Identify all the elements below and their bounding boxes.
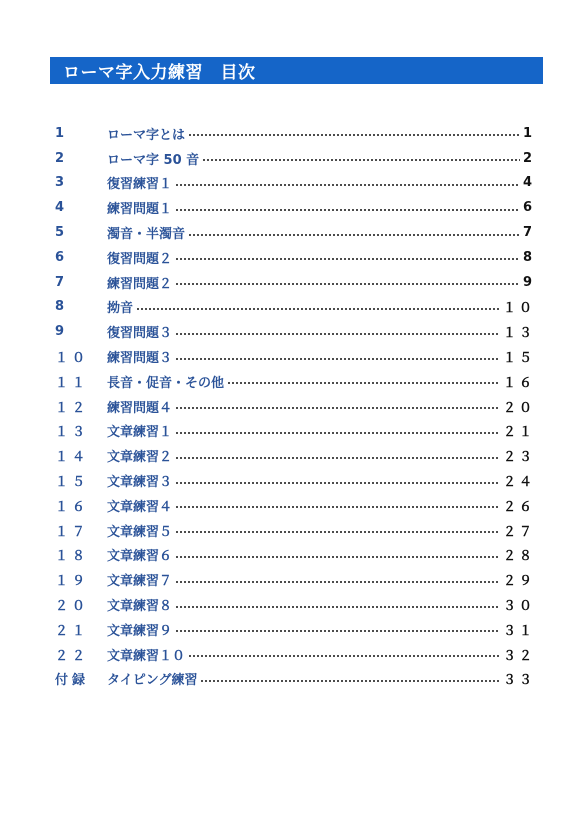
dot-leader — [175, 482, 500, 484]
dot-leader — [175, 184, 520, 186]
toc-entry-number: １４ — [55, 450, 90, 466]
dot-leader — [202, 159, 520, 161]
toc-entry[interactable] — [55, 121, 535, 146]
toc-entry-label: 文章練習６ — [107, 549, 173, 565]
toc-entry[interactable] — [55, 171, 535, 196]
toc-entry-page-number: ２１ — [502, 425, 535, 441]
toc-entry[interactable] — [55, 220, 535, 245]
toc-entry[interactable] — [55, 146, 535, 171]
toc-entry-page-number: 7 — [522, 225, 535, 241]
toc-entry[interactable] — [55, 319, 535, 344]
toc-entry-number: １０ — [55, 351, 90, 367]
toc-entry-number: 2 — [55, 150, 69, 166]
toc-entry[interactable] — [55, 493, 535, 518]
dot-leader — [200, 680, 500, 682]
page-title: ローマ字入力練習 目次 — [63, 63, 256, 83]
toc-entry-label: 文章練習３ — [107, 475, 173, 491]
toc-entry-label: ローマ字 50 音 — [107, 152, 200, 168]
toc-entry-label: タイピング練習 — [107, 673, 198, 689]
toc-entry[interactable] — [55, 295, 535, 320]
toc-entry-page-number: １３ — [502, 326, 535, 342]
dot-leader — [175, 606, 500, 608]
toc-entry-label: 練習問題３ — [107, 351, 173, 367]
toc-entry-number: 8 — [55, 299, 69, 315]
dot-leader — [188, 134, 520, 136]
toc-entry-number: ２１ — [55, 623, 90, 639]
toc-entry-label: 長音・促音・その他 — [107, 375, 225, 391]
dot-leader — [175, 209, 520, 211]
toc-entry[interactable] — [55, 443, 535, 468]
toc-entry-number: 付録 — [55, 673, 90, 689]
toc-entry-label: ローマ字とは — [107, 127, 186, 143]
toc-entry[interactable] — [55, 543, 535, 568]
toc-entry-number: １７ — [55, 524, 90, 540]
toc-entry-page-number: 2 — [522, 150, 535, 166]
dot-leader — [175, 457, 500, 459]
toc-entry[interactable] — [55, 369, 535, 394]
dot-leader — [188, 234, 520, 236]
toc-entry-page-number: 8 — [522, 249, 535, 265]
toc-entry[interactable] — [55, 394, 535, 419]
toc-entry-number: １６ — [55, 499, 90, 515]
dot-leader — [175, 506, 500, 508]
dot-leader — [175, 556, 500, 558]
table-of-contents — [55, 121, 535, 691]
toc-entry-page-number: ３０ — [502, 599, 535, 615]
toc-entry-number: １９ — [55, 574, 90, 590]
toc-entry[interactable] — [55, 667, 535, 692]
toc-entry-page-number: ２３ — [502, 450, 535, 466]
toc-entry-page-number: ２６ — [502, 499, 535, 515]
toc-entry[interactable] — [55, 270, 535, 295]
dot-leader — [175, 407, 500, 409]
toc-entry-number: ２２ — [55, 648, 90, 664]
toc-entry-label: 文章練習１ — [107, 425, 173, 441]
dot-leader — [175, 283, 520, 285]
toc-entry[interactable] — [55, 245, 535, 270]
toc-entry-number: 3 — [55, 175, 69, 191]
dot-leader — [188, 655, 500, 657]
toc-entry-label: 練習問題２ — [107, 276, 173, 292]
toc-entry-label: 拗音 — [107, 301, 134, 317]
toc-entry-label: 文章練習１０ — [107, 648, 186, 664]
toc-entry[interactable] — [55, 642, 535, 667]
dot-leader — [227, 382, 500, 384]
toc-entry[interactable] — [55, 617, 535, 642]
toc-entry-number: １２ — [55, 400, 90, 416]
toc-entry[interactable] — [55, 592, 535, 617]
toc-entry[interactable] — [55, 567, 535, 592]
toc-entry[interactable] — [55, 468, 535, 493]
toc-entry-number: １１ — [55, 375, 90, 391]
toc-entry-number: 4 — [55, 200, 69, 216]
toc-entry-label: 復習練習１ — [107, 177, 173, 193]
toc-entry-label: 練習問題４ — [107, 400, 173, 416]
toc-entry[interactable] — [55, 518, 535, 543]
toc-entry-number: 6 — [55, 249, 69, 265]
toc-entry-number: １３ — [55, 425, 90, 441]
toc-entry-page-number: １６ — [502, 375, 535, 391]
toc-entry-label: 文章練習５ — [107, 524, 173, 540]
toc-entry[interactable] — [55, 195, 535, 220]
toc-entry-number: １５ — [55, 475, 90, 491]
dot-leader — [175, 581, 500, 583]
toc-entry[interactable] — [55, 419, 535, 444]
toc-entry-label: 文章練習２ — [107, 450, 173, 466]
toc-entry-number: 5 — [55, 225, 69, 241]
toc-entry-number: 9 — [55, 324, 69, 340]
toc-entry-label: 復習問題３ — [107, 326, 173, 342]
dot-leader — [175, 432, 500, 434]
toc-entry-number: ２０ — [55, 599, 90, 615]
toc-entry-label: 文章練習９ — [107, 623, 173, 639]
toc-entry-page-number: 4 — [522, 175, 535, 191]
toc-entry-label: 文章練習８ — [107, 599, 173, 615]
toc-entry-page-number: 1 — [522, 125, 535, 141]
dot-leader — [175, 258, 520, 260]
toc-entry-label: 濁音・半濁音 — [107, 227, 186, 243]
toc-entry-number: １８ — [55, 549, 90, 565]
toc-entry-page-number: ２７ — [502, 524, 535, 540]
title-bar — [50, 57, 543, 84]
toc-entry-number: 7 — [55, 274, 69, 290]
dot-leader — [175, 333, 500, 335]
toc-entry-label: 文章練習４ — [107, 499, 173, 515]
toc-entry-page-number: 6 — [522, 200, 535, 216]
toc-entry-page-number: ３１ — [502, 623, 535, 639]
toc-entry-page-number: ２４ — [502, 475, 535, 491]
dot-leader — [175, 531, 500, 533]
toc-entry-label: 文章練習７ — [107, 574, 173, 590]
toc-entry-page-number: ３３ — [502, 673, 535, 689]
toc-entry-page-number: １０ — [502, 301, 535, 317]
dot-leader — [175, 630, 500, 632]
toc-entry-label: 練習問題１ — [107, 202, 173, 218]
toc-entry-page-number: ２９ — [502, 574, 535, 590]
toc-entry-number: 1 — [55, 125, 69, 141]
toc-entry-page-number: ２８ — [502, 549, 535, 565]
toc-entry-label: 復習問題２ — [107, 251, 173, 267]
dot-leader — [136, 308, 500, 310]
toc-entry-page-number: ３２ — [502, 648, 535, 664]
toc-entry-page-number: 9 — [522, 274, 535, 290]
toc-entry-page-number: ２０ — [502, 400, 535, 416]
toc-entry-page-number: １５ — [502, 351, 535, 367]
dot-leader — [175, 358, 500, 360]
toc-entry[interactable] — [55, 344, 535, 369]
